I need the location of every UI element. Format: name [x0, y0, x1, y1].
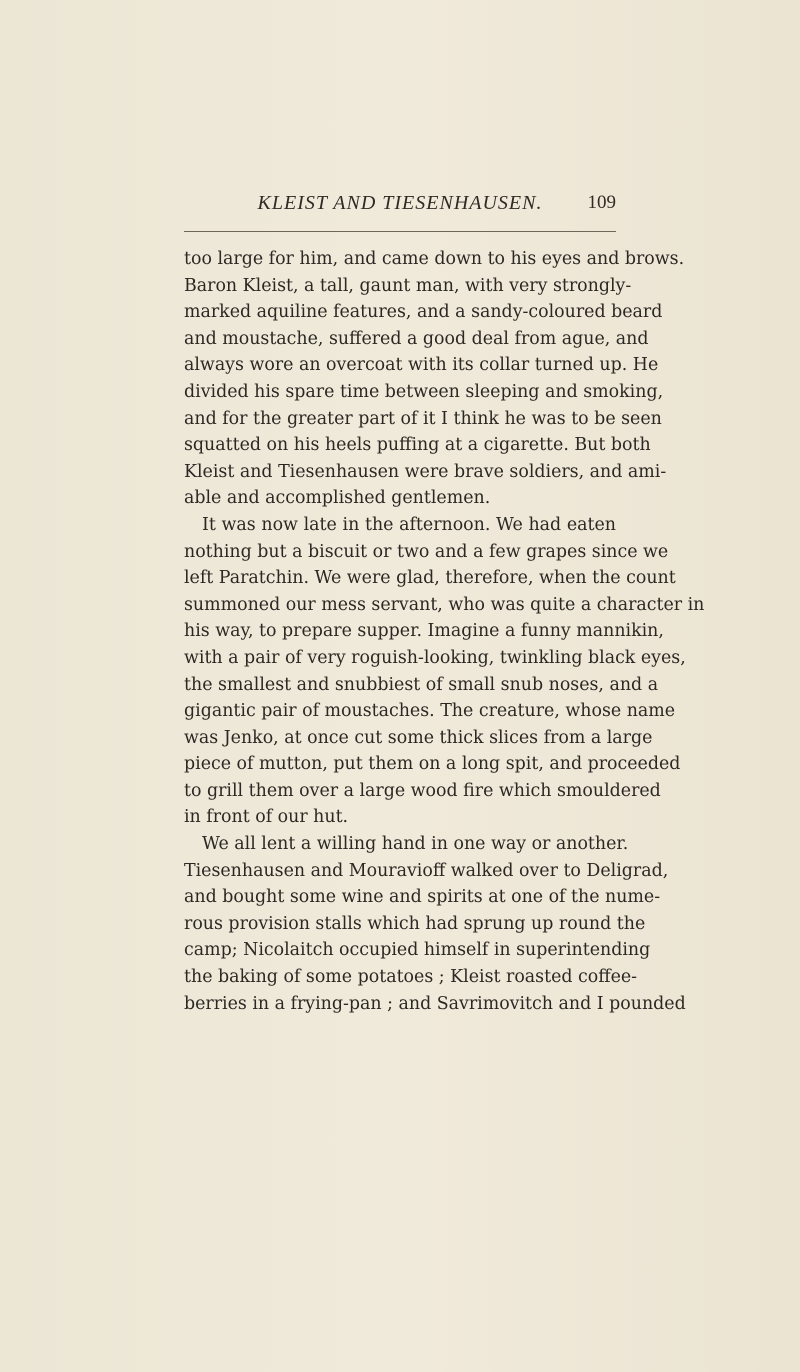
text-line: divided his spare time between sleeping and smoking,: [184, 381, 664, 402]
text-line: Kleist and Tiesenhausen were brave soldiers, and ami-: [184, 461, 667, 482]
text-line: with a pair of very roguish-looking, twinkling black eyes,: [184, 647, 686, 668]
text-line: squatted on his heels puffing at a cigarette. But both: [184, 435, 651, 456]
text-line: summoned our mess servant, who was quite a character in: [184, 594, 705, 615]
text-line: berries in a frying-pan ; and Savrimovitch and I pounded: [184, 993, 686, 1014]
header-rule: [184, 231, 616, 232]
page-number: 109: [587, 192, 616, 213]
text-line: piece of mutton, put them on a long spit, and proceeded: [184, 754, 681, 775]
text-line: nothing but a biscuit or two and a few grapes since we: [184, 541, 669, 562]
paragraph-start-line: We all lent a willing hand in one way or another.: [202, 834, 629, 855]
text-line: was Jenko, at once cut some thick slices from a large: [184, 727, 653, 748]
text-line: rous provision stalls which had sprung up round the: [184, 913, 646, 934]
text-line: and moustache, suffered a good deal from ague, and: [184, 328, 649, 349]
text-line: left Paratchin. We were glad, therefore, when the count: [184, 568, 676, 589]
text-line: marked aquiline features, and a sandy-coloured beard: [184, 302, 663, 323]
text-line: the smallest and snubbiest of small snub noses, and a: [184, 674, 659, 695]
text-line: and for the greater part of it I think he was to be seen: [184, 408, 662, 429]
text-line: the baking of some potatoes ; Kleist roasted coffee-: [184, 967, 638, 988]
text-line: too large for him, and came down to his eyes and brows.: [184, 249, 685, 269]
text-line: always wore an overcoat with its collar turned up. He: [184, 355, 659, 376]
text-line: in front of our hut.: [184, 807, 349, 828]
body-text: [184, 246, 705, 1017]
text-line: Baron Kleist, a tall, gaunt man, with very strongly-: [184, 275, 632, 296]
text-line: his way, to prepare supper. Imagine a funny mannikin,: [184, 621, 664, 642]
paragraph-start-line: It was now late in the afternoon. We had eaten: [202, 514, 616, 535]
text-line: and bought some wine and spirits at one of the nume-: [184, 887, 661, 908]
text-line: Tiesenhausen and Mouravioff walked over to Deligrad,: [184, 860, 669, 881]
page-header: [184, 188, 616, 222]
text-line: to grill them over a large wood fire which smouldered: [184, 780, 661, 801]
running-head: KLEIST AND TIESENHAUSEN.: [257, 192, 543, 214]
text-line: camp; Nicolaitch occupied himself in superintending: [184, 940, 651, 961]
text-line: gigantic pair of moustaches. The creature, whose name: [184, 701, 676, 722]
text-line: able and accomplished gentlemen.: [184, 488, 491, 509]
